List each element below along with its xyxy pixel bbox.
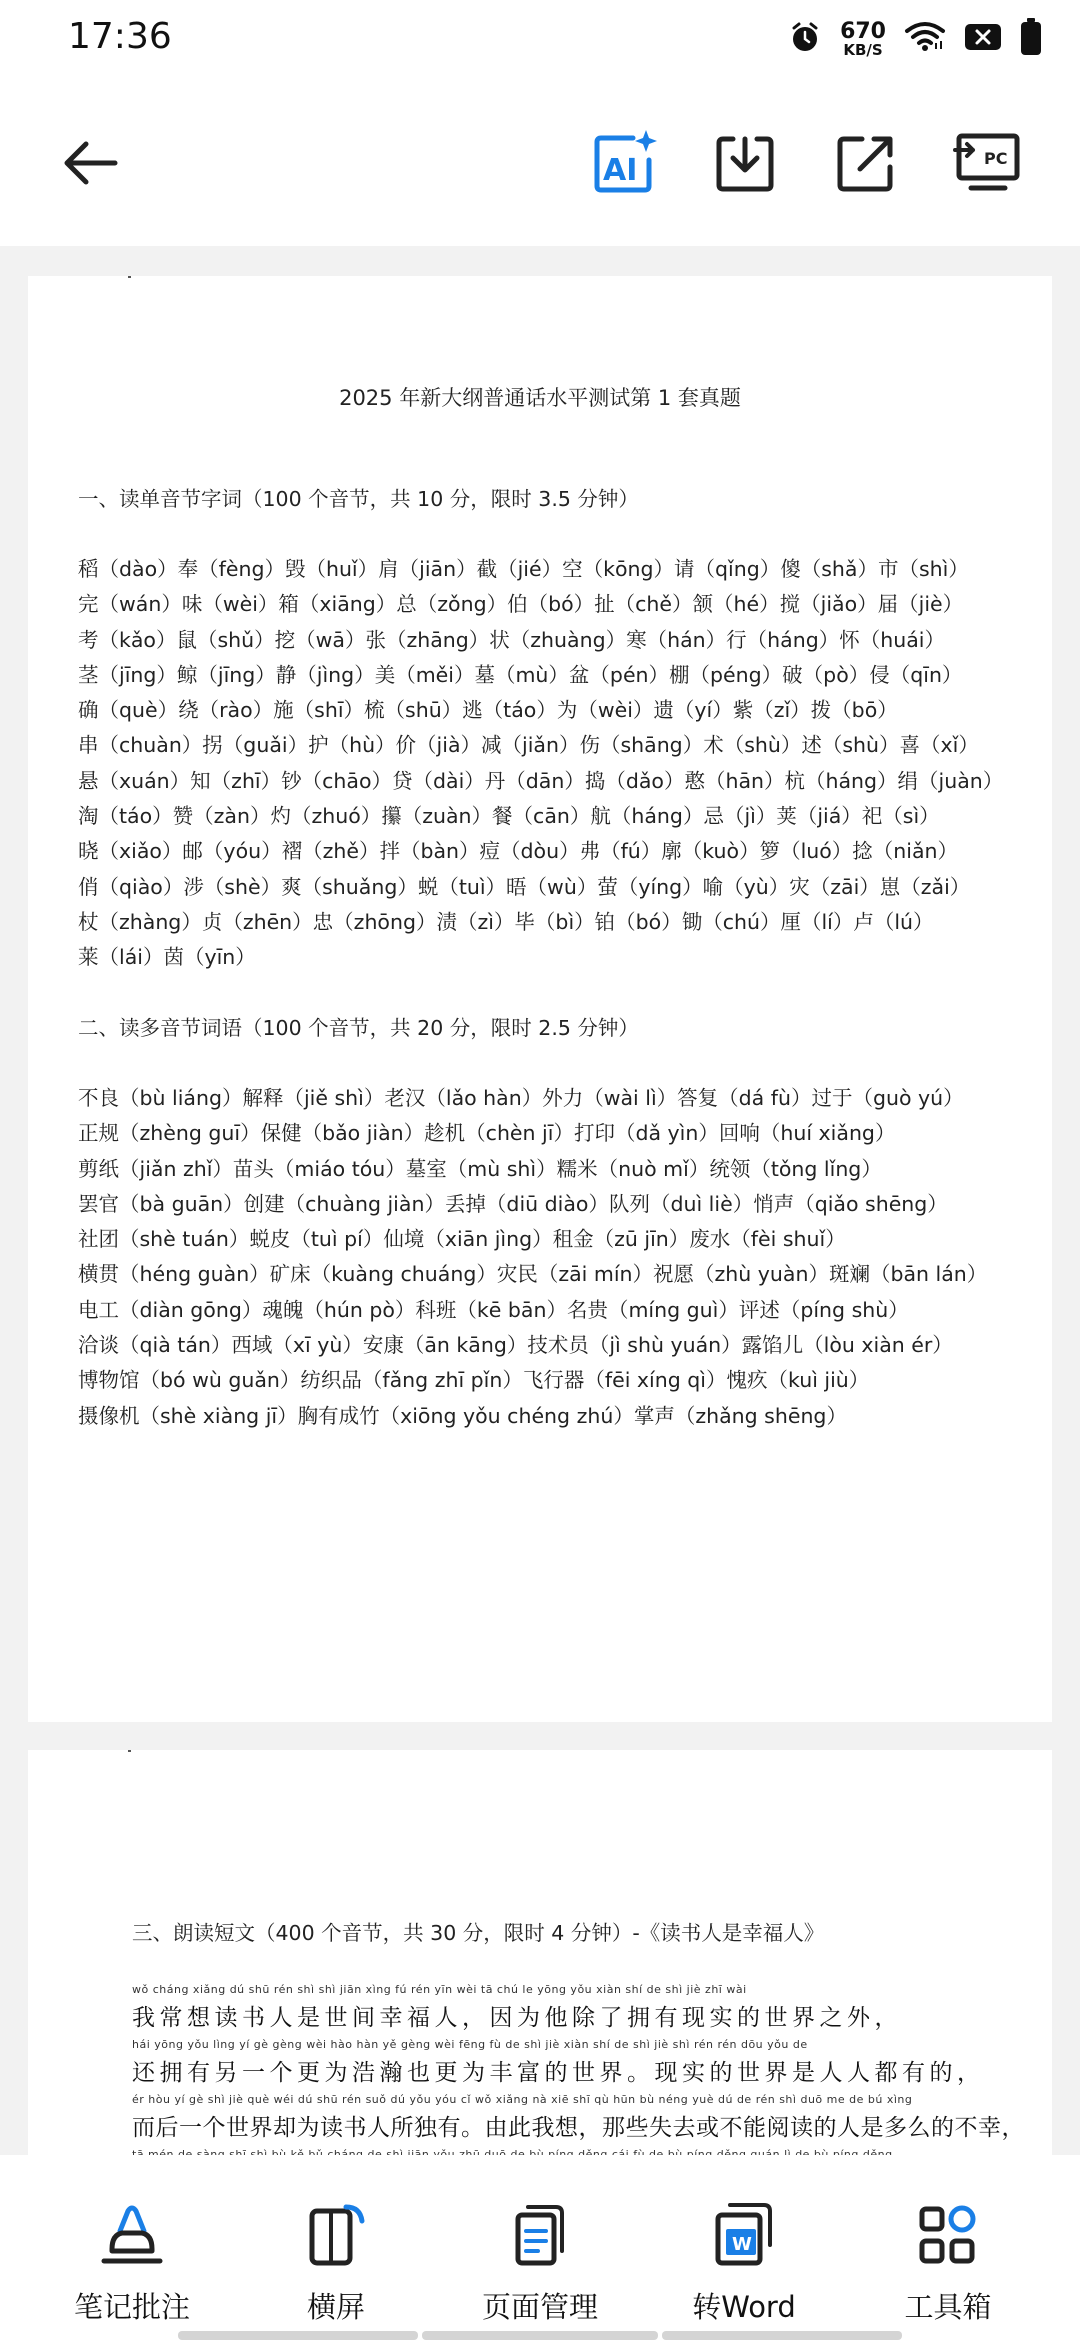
text-line: 电工（diàn gōng）魂魄（hún pò）科班（kē bān）名贵（míng guì）评述（píng shù） bbox=[78, 1297, 909, 1322]
status-bar bbox=[0, 0, 1080, 80]
svg-text:W: W bbox=[732, 2234, 752, 2255]
text-line: 博物馆（bó wù guǎn）纺织品（fǎng zhī pǐn）飞行器（fēi xíng qì）愧疚（kuì jiù） bbox=[78, 1368, 870, 1393]
net-speed-unit: KB/S bbox=[843, 40, 883, 59]
text-line: 罢官（bà guān）创建（chuàng jiàn）丢掉（diū diào）队列（duì liè）悄声（qiǎo shēng） bbox=[78, 1191, 948, 1216]
passage-text: 我常想读书人是世间幸福人，因为他除了拥有现实的世界之外， bbox=[132, 2005, 902, 2031]
text-line: 串（chuàn）拐（guǎi）护（hù）价（jià）减（jiǎn）伤（shāng）术（shù）述（shù）喜（xǐ） bbox=[78, 733, 979, 758]
back-button[interactable] bbox=[50, 123, 130, 203]
nav-note-annotate[interactable] bbox=[24, 2155, 240, 2340]
nav-label: 转Word bbox=[692, 2290, 796, 2324]
bottom-nav bbox=[0, 2155, 1080, 2340]
note-annotate-icon bbox=[98, 2201, 166, 2269]
passage-line bbox=[132, 2093, 1025, 2148]
nav-label: 笔记批注 bbox=[73, 2290, 190, 2324]
document-title: 2025 年新大纲普通话水平测试第 1 套真题 bbox=[339, 386, 741, 410]
svg-text:PC: PC bbox=[984, 149, 1008, 168]
ai-icon bbox=[589, 128, 659, 198]
download-button[interactable] bbox=[705, 123, 785, 203]
section-2-lines bbox=[78, 1081, 1018, 1434]
text-line: 横贯（héng guàn）矿床（kuàng chuáng）灾民（zāi mín）祝愿（zhù yuàn）斑斓（bān lán） bbox=[78, 1262, 988, 1287]
text-line: 晓（xiǎo）邮（yóu）褶（zhě）拌（bàn）痘（dòu）弗（fú）廓（kuò）箩（luó）捻（niǎn） bbox=[78, 839, 959, 864]
text-line: 考（kǎo）鼠（shǔ）挖（wā）张（zhāng）状（zhuàng）寒（hán）行（háng）怀（huái） bbox=[78, 627, 945, 652]
text-line: 茎（jīng）鲸（jīng）静（jìng）美（měi）墓（mù）盆（pén）棚（péng）破（pò）侵（qīn） bbox=[78, 662, 963, 687]
section-1-lines bbox=[78, 552, 1018, 976]
nav-label: 页面管理 bbox=[481, 2290, 598, 2324]
passage-text: 而后一个世界却为读书人所独有。由此我想，那些失去或不能阅读的人是多么的不幸， bbox=[132, 2115, 1025, 2141]
section-heading-1: 一、读单音节字词（100 个音节，共 10 分，限时 3.5 分钟） bbox=[78, 487, 639, 511]
document-page-1[interactable] bbox=[28, 276, 1052, 1722]
gesture-bar bbox=[662, 2331, 902, 2340]
pinyin-line: hái yōng yǒu lìng yí gè gèng wèi hào hàn yě gèng wèi fēng fù de shì jiè xiàn shí de shì jiè shì rén rén dōu yǒu de bbox=[132, 2038, 808, 2051]
status-time: 17:36 bbox=[68, 16, 172, 57]
word-convert-icon bbox=[710, 2201, 778, 2269]
section-heading-2: 二、读多音节词语（100 个音节，共 20 分，限时 2.5 分钟） bbox=[78, 1016, 639, 1040]
pinyin-line: ér hòu yí gè shì jiè què wéi dú shū rén suǒ dú yǒu yóu cǐ wǒ xiǎng nà xiē shī qù hūn bù néng yuè dú de rén shì duō me de bú xìng bbox=[132, 2093, 913, 2106]
text-line: 莱（lái）茵（yīn） bbox=[78, 945, 256, 970]
text-line: 俏（qiào）涉（shè）爽（shuǎng）蜕（tuì）晤（wù）萤（yíng）喻（yù）灾（zāi）崽（zǎi） bbox=[78, 874, 971, 899]
text-line: 不良（bù liáng）解释（jiě shì）老汉（lǎo hàn）外力（wài lì）答复（dá fù）过于（guò yú） bbox=[78, 1086, 964, 1110]
nav-label: 工具箱 bbox=[904, 2290, 992, 2324]
nav-label: 横屏 bbox=[306, 2290, 365, 2324]
text-line: 确（què）绕（rào）施（shī）梳（shū）逃（táo）为（wèi）遗（yí）紫（zǐ）拨（bō） bbox=[78, 698, 898, 723]
wifi-icon bbox=[904, 21, 946, 57]
share-button[interactable] bbox=[826, 123, 906, 203]
top-toolbar bbox=[0, 80, 1080, 246]
status-icons bbox=[788, 18, 1042, 60]
svg-text:AI: AI bbox=[603, 153, 638, 188]
passage bbox=[132, 1983, 1025, 2170]
sim-off-icon bbox=[964, 22, 1002, 56]
ai-button[interactable] bbox=[584, 123, 664, 203]
gesture-bar bbox=[178, 2331, 418, 2340]
text-line: 摄像机（shè xiàng jī）胸有成竹（xiōng yǒu chéng zhú）掌声（zhǎng shēng） bbox=[78, 1403, 847, 1428]
passage-line bbox=[132, 1983, 972, 2038]
section-heading-3: 三、朗读短文（400 个音节，共 30 分，限时 4 分钟）-《读书人是幸福人》 bbox=[132, 1921, 825, 1945]
document-page-2[interactable] bbox=[28, 1750, 1052, 2170]
text-line: 悬（xuán）知（zhī）钞（chāo）贷（dài）丹（dān）捣（dǎo）憨（hān）杭（háng）绢（juàn） bbox=[78, 768, 1004, 793]
text-line: 正规（zhèng guī）保健（bǎo jiàn）趁机（chèn jī）打印（dǎ yìn）回响（huí xiǎng） bbox=[78, 1121, 896, 1146]
back-icon bbox=[60, 138, 120, 188]
net-speed-value: 670 bbox=[840, 18, 886, 44]
gesture-bar bbox=[422, 2331, 658, 2340]
text-line: 剪纸（jiǎn zhǐ）苗头（miáo tóu）墓室（mù shì）糯米（nuò mǐ）统领（tǒng lǐng） bbox=[78, 1156, 882, 1181]
text-line: 淘（táo）赞（zàn）灼（zhuó）攥（zuàn）餐（cān）航（háng）忌（jì）荚（jiá）祀（sì） bbox=[78, 804, 940, 829]
text-line: 洽谈（qià tán）西域（xī yù）安康（ān kāng）技术员（jì shù yuán）露馅儿（lòu xiàn ér） bbox=[78, 1333, 953, 1358]
nav-word-convert[interactable] bbox=[636, 2155, 852, 2340]
page-mark bbox=[128, 1750, 131, 1752]
download-icon bbox=[713, 131, 777, 195]
page-mark bbox=[128, 276, 131, 278]
passage-text: 还拥有另一个更为浩瀚也更为丰富的世界。现实的世界是人人都有的， bbox=[132, 2060, 985, 2086]
alarm-icon bbox=[788, 20, 822, 58]
text-line: 杖（zhàng）贞（zhēn）忠（zhōng）渍（zì）毕（bì）铂（bó）锄（chú）厘（lí）卢（lú） bbox=[78, 909, 934, 934]
share-icon bbox=[834, 131, 898, 195]
text-line: 完（wán）味（wèi）箱（xiāng）总（zǒng）伯（bó）扯（chě）颔（hé）搅（jiǎo）届（jiè） bbox=[78, 592, 964, 617]
pc-button[interactable] bbox=[948, 123, 1028, 203]
pinyin-line: wǒ cháng xiǎng dú shū rén shì shì jiān xìng fú rén yīn wèi tā chú le yōng yǒu xiàn shí de shì jiè zhī wài bbox=[132, 1983, 747, 1996]
rotate-landscape-icon bbox=[302, 2201, 370, 2269]
text-line: 稻（dào）奉（fèng）毁（huǐ）肩（jiān）截（jié）空（kōng）请（qǐng）傻（shǎ）市（shì） bbox=[78, 557, 969, 581]
passage-line bbox=[132, 2038, 985, 2093]
nav-toolbox[interactable] bbox=[840, 2155, 1056, 2340]
nav-page-manage[interactable] bbox=[432, 2155, 648, 2340]
toolbox-icon bbox=[914, 2201, 982, 2269]
pc-icon bbox=[953, 130, 1023, 196]
net-speed bbox=[840, 18, 886, 59]
nav-rotate-landscape[interactable] bbox=[228, 2155, 444, 2340]
page-manage-icon bbox=[506, 2201, 574, 2269]
battery-icon bbox=[1020, 18, 1042, 60]
text-line: 社团（shè tuán）蜕皮（tuì pí）仙境（xiān jìng）租金（zū jīn）废水（fèi shuǐ） bbox=[78, 1227, 846, 1252]
